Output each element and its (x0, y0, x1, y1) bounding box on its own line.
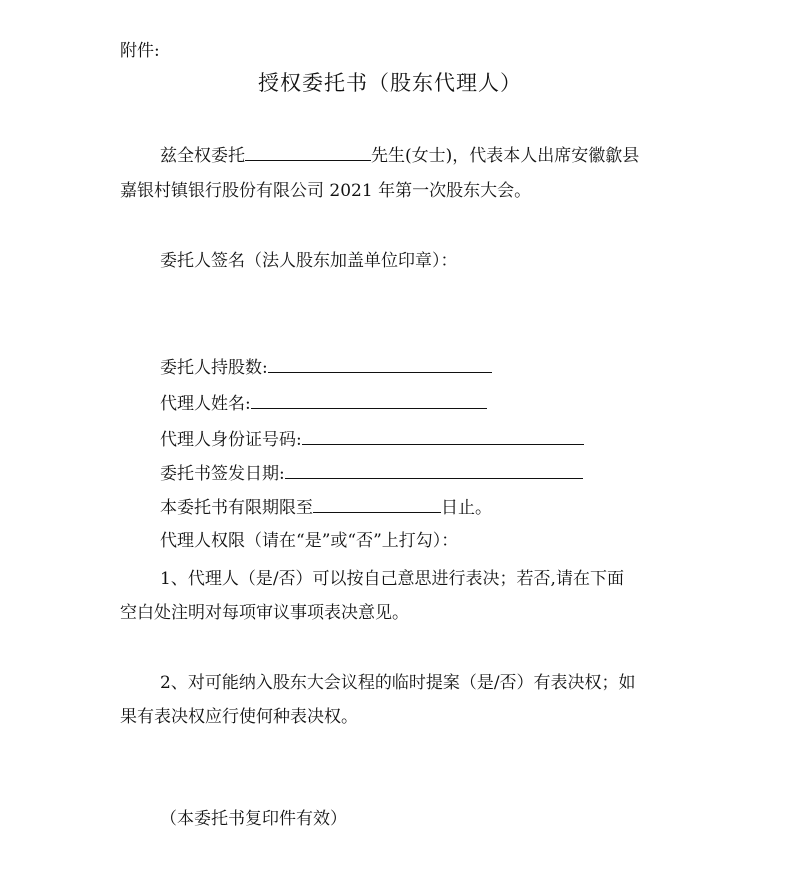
shares-field (160, 356, 492, 379)
shares-blank[interactable] (268, 356, 492, 373)
validity-line (160, 496, 492, 519)
item1-line-2: 空白处注明对每项审议事项表决意见。 (120, 603, 409, 623)
intro-suffix: 先生(女士)，代表本人出席安徽歙县 (371, 146, 640, 166)
proxy-name-label: 代理人姓名: (160, 394, 251, 414)
validity-date-blank[interactable] (313, 496, 441, 513)
authority-title: 代理人权限（请在“是”或“否”上打勾）： (160, 531, 459, 551)
validity-prefix: 本委托书有限期限至 (160, 498, 313, 518)
issue-date-label: 委托书签发日期: (160, 464, 285, 484)
footer-note: （本委托书复印件有效） (160, 809, 347, 829)
shares-label: 委托人持股数: (160, 358, 268, 378)
validity-suffix: 日止。 (441, 498, 492, 518)
intro-line-1 (160, 144, 639, 167)
document-title: 授权委托书（股东代理人） (258, 71, 522, 95)
signature-area[interactable] (470, 250, 710, 310)
intro-line-2: 嘉银村镇银行股份有限公司 2021 年第一次股东大会。 (120, 181, 532, 201)
proxy-id-blank[interactable] (302, 428, 584, 445)
issue-date-blank[interactable] (285, 462, 583, 479)
proxy-id-label: 代理人身份证号码: (160, 430, 302, 450)
signature-label: 委托人签名（法人股东加盖单位印章）： (160, 251, 458, 271)
issue-date-field (160, 462, 583, 485)
proxy-name-field (160, 392, 487, 415)
item2-line-1: 2、对可能纳入股东大会议程的临时提案（是/否）有表决权；如 (160, 673, 636, 693)
item1-line-1: 1、代理人（是/否）可以按自己意思进行表决；若否,请在下面 (160, 569, 624, 589)
proxy-name-blank[interactable] (245, 144, 371, 161)
intro-prefix: 兹全权委托 (160, 146, 245, 166)
proxy-id-field (160, 428, 584, 451)
item2-line-2: 果有表决权应行使何种表决权。 (120, 707, 358, 727)
attachment-label: 附件: (120, 41, 160, 61)
proxy-name-field-blank[interactable] (251, 392, 487, 409)
